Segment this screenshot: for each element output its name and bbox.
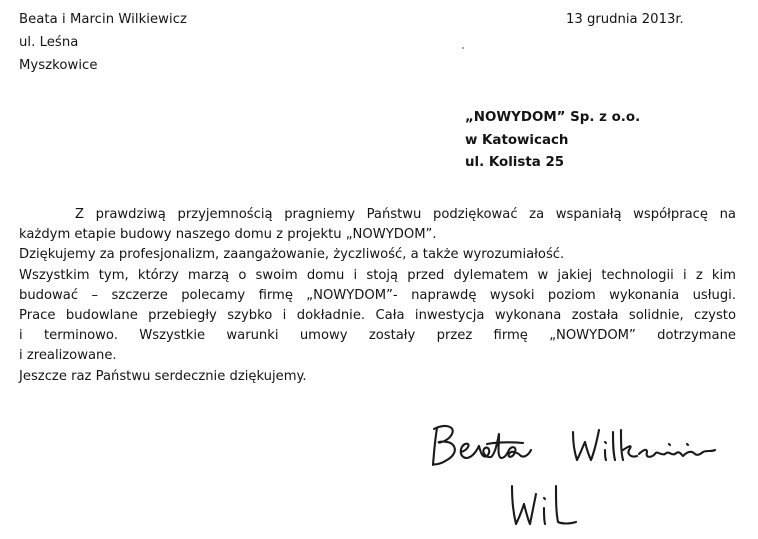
letter-date: 13 grudnia 2013r.	[566, 12, 684, 27]
body-line: Jeszcze raz Państwu serdecznie dziękujemy.	[19, 368, 307, 384]
recipient-company: „NOWYDOM” Sp. z o.o.	[465, 110, 641, 125]
letter-body	[19, 205, 736, 387]
body-line: i terminowo. Wszystkie warunki umowy zostały przez firmę „NOWYDOM” dotrzymane	[19, 328, 736, 344]
body-line: Z prawdziwą przyjemnością pragniemy Państwu podziękować za wspaniałą współpracę na	[75, 207, 736, 222]
body-line: Wszystkim tym, którzy marzą o swoim domu i stoją przed dylematem w jakiej technologii i z kim	[19, 267, 736, 283]
signature-wil-drawing	[498, 480, 608, 535]
body-line: Dziękujemy za profesjonalizm, zaangażowanie, życzliwość, a także wyrozumiałość.	[19, 247, 565, 263]
recipient-street: ul. Kolista 25	[465, 155, 565, 170]
sender-street: ul. Leśna	[19, 35, 79, 50]
body-line: i zrealizowane.	[19, 348, 117, 364]
signature-wil	[498, 480, 608, 535]
sender-names: Beata i Marcin Wilkiewicz	[19, 12, 187, 27]
scan-speck	[462, 47, 464, 49]
recipient-city: w Katowicach	[465, 133, 569, 148]
signature-beata	[425, 420, 725, 475]
body-line: budować – szczerze polecamy firmę „NOWYDOM”- naprawdę wysoki poziom wykonania usługi.	[19, 287, 736, 303]
sender-city: Myszkowice	[19, 58, 98, 73]
body-line: każdym etapie budowy naszego domu z projektu „NOWYDOM”.	[19, 227, 437, 243]
signature-beata-drawing	[425, 420, 725, 475]
body-line: Prace budowlane przebiegły szybko i dokładnie. Cała inwestycja wykonana została solidnie, czysto	[19, 308, 736, 324]
